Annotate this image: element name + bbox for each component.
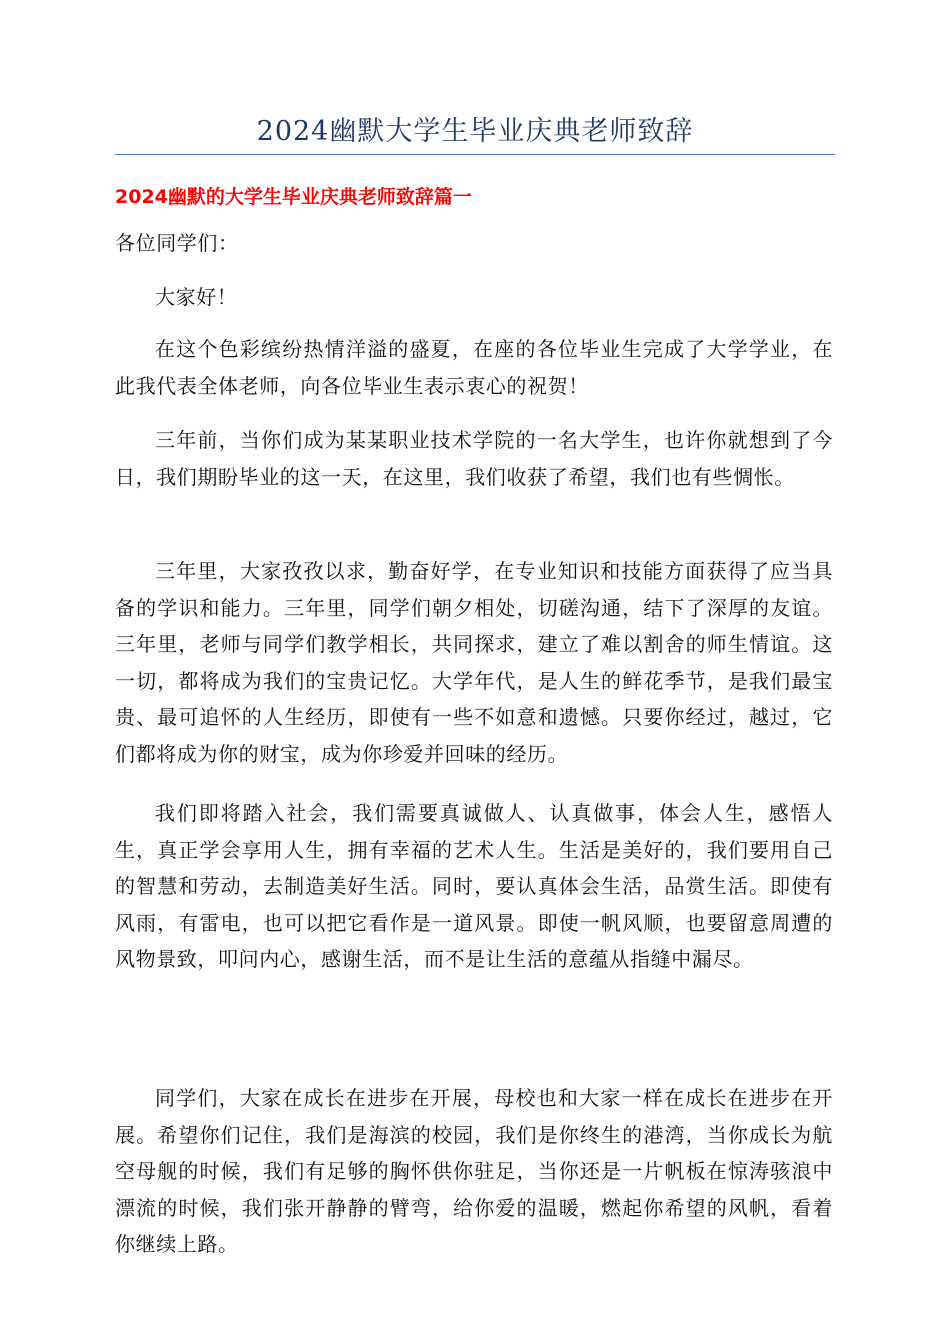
paragraph: 在这个色彩缤纷热情洋溢的盛夏，在座的各位毕业生完成了大学学业，在此我代表全体老师，向各位毕业生表示衷心的祝贺！ xyxy=(115,337,833,398)
paragraph: 同学们，大家在成长在进步在开展，母校也和大家一样在成长在进步在开展。希望你们记住，我们是海滨的校园，我们是你终生的港湾，当你成长为航空母舰的时候，我们有足够的胸怀供你驻足，当你还是一片帆板在惊涛骇浪中漂流的时候，我们张开静静的臂弯，给你爱的温暖，燃起你希望的风帆，看着你继续上路。 xyxy=(115,1086,833,1256)
section-heading: 2024幽默的大学生毕业庆典老师致辞篇一 xyxy=(115,186,472,208)
title-underline xyxy=(115,154,835,155)
salutation: 各位同学们： xyxy=(115,231,239,255)
paragraph: 我们即将踏入社会，我们需要真诚做人、认真做事，体会人生，感悟人生，真正学会享用人生，拥有幸福的艺术人生。生活是美好的，我们要用自己的智慧和劳动，去制造美好生活。同时，要认真体会生活，品赏生活。即使有风雨，有雷电，也可以把它看作是一道风景。即使一帆风顺，也要留意周遭的风物景致，叩问内心，感谢生活，而不是让生活的意蕴从指缝中漏尽。 xyxy=(115,801,833,971)
paragraph: 三年前，当你们成为某某职业技术学院的一名大学生，也许你就想到了今日，我们期盼毕业的这一天，在这里，我们收获了希望，我们也有些惆怅。 xyxy=(115,428,833,489)
paragraph: 三年里，大家孜孜以求，勤奋好学，在专业知识和技能方面获得了应当具备的学识和能力。三年里，同学们朝夕相处，切磋沟通，结下了深厚的友谊。三年里，老师与同学们教学相长，共同探求，建立了难以割舍的师生情谊。这一切，都将成为我们的宝贵记忆。大学年代，是人生的鲜花季节，是我们最宝贵、最可追怀的人生经历，即使有一些不如意和遗憾。只要你经过，越过，它们都将成为你的财宝，成为你珍爱并回味的经历。 xyxy=(115,559,833,766)
paragraph-greeting: 大家好！ xyxy=(155,285,238,309)
document-title: 2024幽默大学生毕业庆典老师致辞 xyxy=(256,116,694,147)
